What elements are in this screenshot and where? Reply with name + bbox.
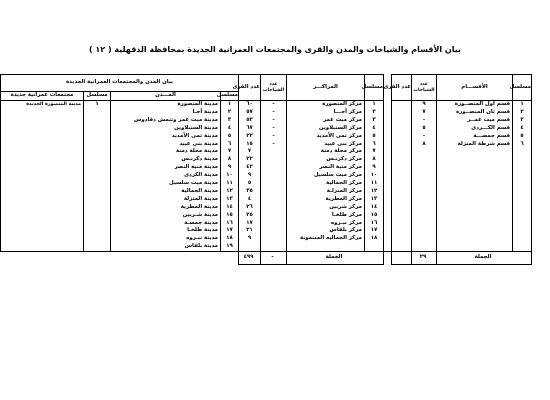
- new-community-serial: [84, 148, 111, 156]
- center-name: مركز المنصورة: [287, 101, 365, 109]
- new-community-serial: ١: [84, 101, 111, 109]
- center-serial: ١١: [365, 180, 384, 188]
- center-sheikhdoms: -: [261, 133, 287, 141]
- section-name: [437, 188, 513, 196]
- new-community-serial: [84, 211, 111, 219]
- center-sheikhdoms: [261, 188, 287, 196]
- city-serial: ١٩: [221, 243, 239, 251]
- new-community-name: [1, 172, 84, 180]
- center-serial: ٥: [365, 133, 384, 141]
- new-community-serial: [84, 243, 111, 251]
- new-community-name: [1, 180, 84, 188]
- center-sheikhdoms: [261, 219, 287, 227]
- section-sheikhdoms: [412, 196, 437, 204]
- header-serial-cities: مسلسل: [221, 92, 239, 101]
- document-title: بيان الأقسام والشياخات والمدن والقرى والمجتمعات العمرانية الجديدة بمحافظة الدقهلية ( ١٢ ): [88, 45, 462, 54]
- section-sheikhdoms: [412, 164, 437, 172]
- center-sheikhdoms: [261, 180, 287, 188]
- section-serial: [513, 172, 532, 180]
- column-gap: [384, 227, 392, 235]
- city-name: مدينة المنصورة: [111, 101, 221, 109]
- section-name: [437, 235, 513, 243]
- new-community-name: [1, 109, 84, 117]
- section-villages: [392, 133, 412, 141]
- table-row: [1, 227, 532, 235]
- new-community-serial: [84, 117, 111, 125]
- totals-label-centers: الجملة: [287, 251, 384, 264]
- city-serial: ١٥: [221, 211, 239, 219]
- center-sheikhdoms: -: [261, 140, 287, 148]
- totals-sections-sheikhdoms: ٢٩: [412, 251, 437, 264]
- section-serial: ٤: [513, 125, 532, 133]
- city-serial: ١٨: [221, 235, 239, 243]
- section-sheikhdoms: [412, 219, 437, 227]
- new-community-name: [1, 196, 84, 204]
- new-community-name: [1, 125, 84, 133]
- section-name: [437, 211, 513, 219]
- new-community-name: [1, 117, 84, 125]
- header-serial-centers: مسلسل: [365, 75, 384, 101]
- section-serial: ٣: [513, 117, 532, 125]
- new-community-name: [1, 164, 84, 172]
- center-sheikhdoms: [261, 211, 287, 219]
- city-name: مدينة الجمالية: [111, 188, 221, 196]
- header-cities-group: بيان المدن والمجتمعات العمرانية الجديدة: [1, 75, 239, 92]
- center-serial: ١٤: [365, 204, 384, 212]
- column-gap: [384, 117, 392, 125]
- section-serial: [513, 204, 532, 212]
- table-row: [1, 235, 532, 243]
- center-sheikhdoms: [261, 156, 287, 164]
- table-row: [1, 219, 532, 227]
- section-sheikhdoms: [412, 227, 437, 235]
- table-row: [1, 148, 532, 156]
- section-sheikhdoms: [412, 156, 437, 164]
- section-name: قسم شرطة المنزلة: [437, 140, 513, 148]
- new-community-serial: [84, 140, 111, 148]
- column-gap: [384, 180, 392, 188]
- new-community-name: [1, 140, 84, 148]
- totals-label-sections: الجملة: [437, 251, 532, 264]
- city-serial: ٣: [221, 117, 239, 125]
- section-serial: [513, 188, 532, 196]
- section-serial: [513, 156, 532, 164]
- section-name: قسم أول المنصــورة: [437, 101, 513, 109]
- section-serial: [513, 148, 532, 156]
- table-row: [1, 125, 532, 133]
- city-name: مدينة نبـروه: [111, 235, 221, 243]
- section-sheikhdoms: [412, 211, 437, 219]
- center-sheikhdoms: -: [261, 101, 287, 109]
- center-villages: ٩: [239, 235, 261, 243]
- section-name: [437, 164, 513, 172]
- totals-centers-villages: ٤٩٩: [239, 251, 261, 264]
- new-community-serial: [84, 133, 111, 141]
- center-serial: ٢: [365, 109, 384, 117]
- totals-centers-sheikhdoms: -: [261, 251, 287, 264]
- city-serial: ١٣: [221, 196, 239, 204]
- column-gap: [384, 196, 392, 204]
- center-serial: ١٦: [365, 219, 384, 227]
- header-new-communities: مجتمعات عمرانية جديدة: [1, 92, 84, 101]
- table-body: [1, 101, 532, 265]
- section-serial: ١: [513, 101, 532, 109]
- center-name: مركز أجـــا: [287, 109, 365, 117]
- center-name: مركز المطرية: [287, 196, 365, 204]
- column-gap: [384, 125, 392, 133]
- center-name: مركز دكرنـس: [287, 156, 365, 164]
- section-name: [437, 196, 513, 204]
- table-row: [1, 101, 532, 109]
- header-cities: المـــدن: [111, 92, 221, 101]
- table-row: [1, 164, 532, 172]
- column-gap: [384, 235, 392, 243]
- city-name: مدينة تمى الأمديد: [111, 133, 221, 141]
- section-name: قسم ميت غمــر: [437, 117, 513, 125]
- city-name: مدينة شـربين: [111, 211, 221, 219]
- section-name: [437, 180, 513, 188]
- section-serial: [513, 164, 532, 172]
- center-villages: ١٧: [239, 219, 261, 227]
- table-row: [1, 243, 532, 251]
- city-serial: ١٢: [221, 188, 239, 196]
- center-villages: ٦٠: [239, 101, 261, 109]
- section-villages: [392, 243, 412, 251]
- table-row: [1, 180, 532, 188]
- city-name: مدينة دكرنـس: [111, 156, 221, 164]
- section-villages: [392, 235, 412, 243]
- table-row: [1, 211, 532, 219]
- section-sheikhdoms: [412, 235, 437, 243]
- table-row: [1, 109, 532, 117]
- city-name: مدينة بنى عبيد: [111, 140, 221, 148]
- city-serial: ٩: [221, 164, 239, 172]
- new-community-serial: [84, 164, 111, 172]
- center-villages: ٢٢: [239, 156, 261, 164]
- section-name: [437, 148, 513, 156]
- section-villages: [392, 140, 412, 148]
- section-sheikhdoms: [412, 148, 437, 156]
- section-sheikhdoms: [412, 172, 437, 180]
- city-serial: ٢: [221, 109, 239, 117]
- center-villages: [239, 243, 261, 251]
- column-gap: [384, 148, 392, 156]
- city-name: مدينة أجـا: [111, 109, 221, 117]
- section-villages: [392, 188, 412, 196]
- center-villages: ٤٢: [239, 164, 261, 172]
- city-serial: ١١: [221, 180, 239, 188]
- center-serial: ١: [365, 101, 384, 109]
- table-row: [1, 188, 532, 196]
- section-villages: [392, 148, 412, 156]
- center-name: مركز منية النصر: [287, 164, 365, 172]
- center-villages: ٥: [239, 180, 261, 188]
- header-sheikhdoms-count: عدد الشياخات: [412, 75, 437, 101]
- city-name: مدينة منية النصر: [111, 164, 221, 172]
- section-sheikhdoms: ٨: [412, 140, 437, 148]
- city-serial: ١٠: [221, 172, 239, 180]
- new-community-name: [1, 227, 84, 235]
- new-community-name: [1, 204, 84, 212]
- center-serial: ١٢: [365, 188, 384, 196]
- center-name: مركز محلة دمنة: [287, 148, 365, 156]
- city-serial: ٧: [221, 148, 239, 156]
- center-villages: ١٥: [239, 140, 261, 148]
- city-name: مدينة ميت سلسيل: [111, 180, 221, 188]
- column-gap: [384, 156, 392, 164]
- city-serial: ١٤: [221, 204, 239, 212]
- city-name: مدينة جمصـة: [111, 219, 221, 227]
- section-name: [437, 172, 513, 180]
- center-serial: ١٥: [365, 211, 384, 219]
- city-name: مدينة السنبلاوين: [111, 125, 221, 133]
- column-gap: [384, 140, 392, 148]
- header-villages-count: عدد القرى: [392, 75, 412, 101]
- table-row: [1, 196, 532, 204]
- section-serial: ٥: [513, 133, 532, 141]
- section-sheikhdoms: ٥: [412, 125, 437, 133]
- table-row: [1, 117, 532, 125]
- section-name: [437, 204, 513, 212]
- city-name: مدينة الكردى: [111, 172, 221, 180]
- center-sheikhdoms: [261, 196, 287, 204]
- table-row: [1, 204, 532, 212]
- column-gap: [384, 172, 392, 180]
- new-community-name: [1, 211, 84, 219]
- center-name: مركز المنزلـة: [287, 188, 365, 196]
- column-gap: [384, 109, 392, 117]
- main-table: [0, 74, 532, 265]
- section-serial: [513, 219, 532, 227]
- center-serial: ٤: [365, 125, 384, 133]
- center-villages: ٢٥: [239, 211, 261, 219]
- center-serial: ١٣: [365, 196, 384, 204]
- center-sheikhdoms: [261, 204, 287, 212]
- city-name: مدينة بلقاس: [111, 243, 221, 251]
- section-serial: [513, 196, 532, 204]
- center-name: مركز بلقاس: [287, 227, 365, 235]
- section-serial: [513, 235, 532, 243]
- center-sheikhdoms: [261, 172, 287, 180]
- city-serial: ١: [221, 101, 239, 109]
- section-name: قسم جمصـــة: [437, 133, 513, 141]
- new-community-serial: [84, 235, 111, 243]
- city-serial: ٥: [221, 133, 239, 141]
- center-name: مركز ميت سلسيل: [287, 172, 365, 180]
- center-name: مركز ميت غمر: [287, 117, 365, 125]
- city-serial: ٤: [221, 125, 239, 133]
- center-name: مركز الجمالية: [287, 180, 365, 188]
- city-serial: ١٧: [221, 227, 239, 235]
- section-villages: [392, 172, 412, 180]
- center-villages: ٦٧: [239, 125, 261, 133]
- totals-sections-villages: [392, 251, 412, 264]
- center-name: مركز بنى عبيد: [287, 140, 365, 148]
- center-villages: ٩: [239, 172, 261, 180]
- section-name: قسم ثان المنصــورة: [437, 109, 513, 117]
- center-villages: ٥٧: [239, 109, 261, 117]
- center-sheikhdoms: [261, 243, 287, 251]
- new-community-name: [1, 133, 84, 141]
- section-villages: [392, 211, 412, 219]
- section-sheikhdoms: [412, 188, 437, 196]
- section-villages: [392, 219, 412, 227]
- center-serial: ١٨: [365, 235, 384, 243]
- column-gap: [384, 164, 392, 172]
- section-villages: [392, 164, 412, 172]
- column-gap: [384, 251, 392, 264]
- column-gap: [384, 204, 392, 212]
- totals-row: [1, 251, 532, 264]
- column-gap: [384, 219, 392, 227]
- new-community-serial: [84, 219, 111, 227]
- center-serial: ٦: [365, 140, 384, 148]
- column-gap: [384, 243, 392, 251]
- new-community-name: مدينة المنصورة الجديدة: [1, 101, 84, 109]
- center-villages: ٢١: [239, 227, 261, 235]
- section-name: [437, 219, 513, 227]
- center-name: مركز الجماليه المنتمونة: [287, 235, 365, 243]
- new-community-serial: [84, 204, 111, 212]
- section-serial: [513, 243, 532, 251]
- new-community-serial: [84, 188, 111, 196]
- section-sheikhdoms: [412, 204, 437, 212]
- section-serial: [513, 211, 532, 219]
- new-community-name: [1, 188, 84, 196]
- center-villages: ٤: [239, 196, 261, 204]
- center-serial: ٨: [365, 156, 384, 164]
- header-sheikhdoms-count-centers: عدد الشياخات: [261, 75, 287, 101]
- table-row: [1, 140, 532, 148]
- center-villages: ٢٦: [239, 204, 261, 212]
- section-serial: ٦: [513, 140, 532, 148]
- new-community-serial: [84, 125, 111, 133]
- column-gap: [384, 211, 392, 219]
- section-serial: [513, 180, 532, 188]
- column-gap: [384, 188, 392, 196]
- center-name: مركز نبـروه: [287, 219, 365, 227]
- new-community-name: [1, 219, 84, 227]
- new-community-serial: [84, 109, 111, 117]
- section-serial: ٢: [513, 109, 532, 117]
- center-name: [287, 243, 365, 251]
- city-name: مدينة المنزلة: [111, 196, 221, 204]
- center-serial: ٧: [365, 148, 384, 156]
- table-row: [1, 156, 532, 164]
- table-row: [1, 172, 532, 180]
- city-name: مدينة المطرية: [111, 204, 221, 212]
- center-villages: ٥٣: [239, 117, 261, 125]
- new-community-name: [1, 148, 84, 156]
- new-community-serial: [84, 172, 111, 180]
- section-sheikhdoms: [412, 243, 437, 251]
- new-community-serial: [84, 180, 111, 188]
- header-villages-count-centers: عدد القرى: [239, 75, 261, 101]
- header-serial-sections: مسلسل: [513, 75, 532, 101]
- section-serial: [513, 227, 532, 235]
- city-name: مدينة محلة دمنة: [111, 148, 221, 156]
- section-villages: [392, 180, 412, 188]
- center-serial: ١٠: [365, 172, 384, 180]
- center-serial: ٣: [365, 117, 384, 125]
- center-sheikhdoms: -: [261, 125, 287, 133]
- section-villages: [392, 109, 412, 117]
- section-name: [437, 243, 513, 251]
- section-name: [437, 156, 513, 164]
- center-villages: ٣٥: [239, 188, 261, 196]
- center-sheikhdoms: -: [261, 117, 287, 125]
- center-sheikhdoms: [261, 148, 287, 156]
- center-sheikhdoms: [261, 235, 287, 243]
- center-serial: ٩: [365, 164, 384, 172]
- center-name: مركز السنبلاوين: [287, 125, 365, 133]
- new-community-serial: [84, 227, 111, 235]
- section-name: [437, 227, 513, 235]
- center-villages: ٢٢: [239, 133, 261, 141]
- center-villages: ٧: [239, 148, 261, 156]
- section-sheikhdoms: ٩: [412, 101, 437, 109]
- header-serial-new-communities: مسلسل: [84, 92, 111, 101]
- section-sheikhdoms: -: [412, 117, 437, 125]
- new-community-serial: [84, 196, 111, 204]
- section-villages: [392, 196, 412, 204]
- header-sections: الأقســـام: [437, 75, 513, 101]
- center-sheikhdoms: [261, 227, 287, 235]
- center-name: مركز شربين: [287, 204, 365, 212]
- city-serial: ٦: [221, 140, 239, 148]
- center-name: مركز طلخـا: [287, 211, 365, 219]
- section-villages: [392, 125, 412, 133]
- city-serial: ٨: [221, 156, 239, 164]
- new-community-name: [1, 235, 84, 243]
- center-serial: [365, 243, 384, 251]
- center-sheikhdoms: -: [261, 109, 287, 117]
- new-community-name: [1, 243, 84, 251]
- center-serial: ١٧: [365, 227, 384, 235]
- section-villages: [392, 227, 412, 235]
- section-villages: [392, 117, 412, 125]
- new-community-name: [1, 156, 84, 164]
- section-sheikhdoms: ٧: [412, 109, 437, 117]
- center-sheikhdoms: [261, 164, 287, 172]
- table-row: [1, 133, 532, 141]
- section-sheikhdoms: [412, 180, 437, 188]
- new-community-serial: [84, 156, 111, 164]
- header-centers: المراكـــز: [287, 75, 365, 101]
- column-gap: [384, 101, 392, 109]
- section-villages: [392, 156, 412, 164]
- section-villages: [392, 204, 412, 212]
- column-gap: [384, 133, 392, 141]
- city-name: مدينة طلخـا: [111, 227, 221, 235]
- city-name: مدينة ميت غمر وتتمش دقادوس: [111, 117, 221, 125]
- center-name: مركز تمى الأمديد: [287, 133, 365, 141]
- section-name: قسم الكـــردى: [437, 125, 513, 133]
- section-villages: [392, 101, 412, 109]
- section-sheikhdoms: -: [412, 133, 437, 141]
- city-serial: ١٦: [221, 219, 239, 227]
